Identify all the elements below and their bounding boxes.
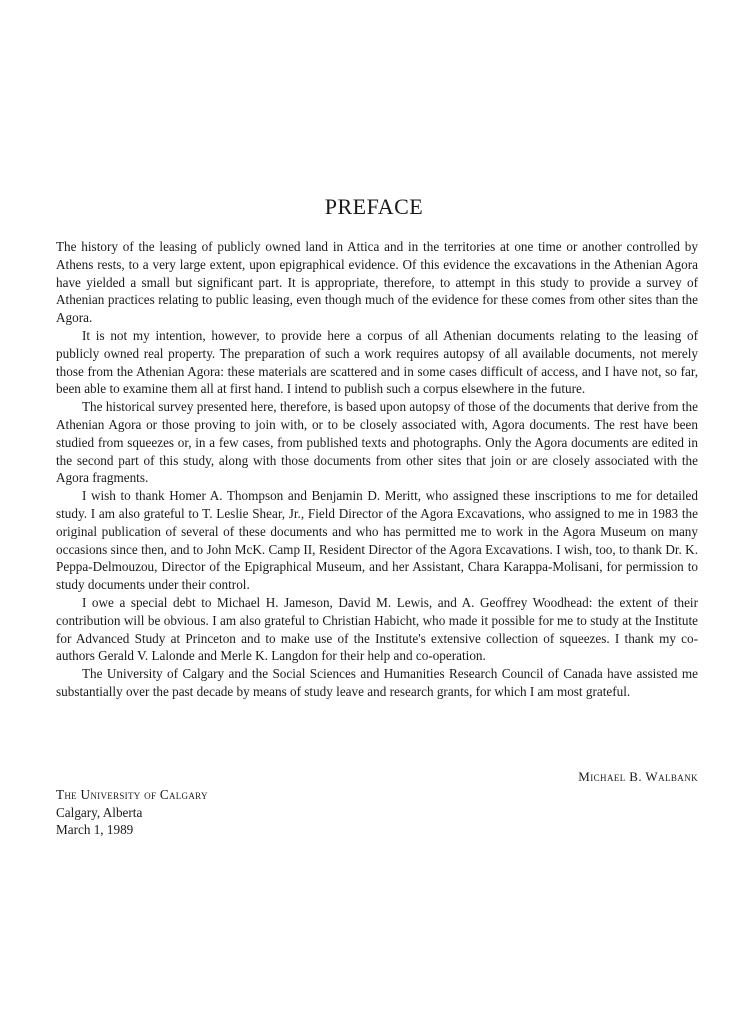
address-city: Calgary, Alberta	[56, 804, 143, 820]
paragraph: The history of the leasing of publicly owned land in Attica and in the territories at one time or another controlled by Athens rests, to a very large extent, upon epigraphical evidence. Of this evidence the excavations in the Athenian Agora have yielded a small but significant part. It is appropriate, therefore, to attempt in this study to provide a survey of Athenian practices relating to public leasing, even though much of the evidence for these comes from other sites than the Agora.	[56, 239, 698, 326]
paragraph: The University of Calgary and the Social Sciences and Humanities Research Council of Canada have assisted me substantially over the past decade by means of study leave and research grants, for which I am most grateful.	[56, 666, 698, 699]
author-signature: Michael B. Walbank	[578, 769, 698, 784]
address-date: March 1, 1989	[56, 822, 134, 837]
preface-body	[56, 238, 698, 701]
paragraph: It is not my intention, however, to provide here a corpus of all Athenian documents relating to the leasing of publicly owned real property. The preparation of such a work requires autopsy of all available documents, not merely those from the Athenian Agora: these materials are scattered and in some cases difficult of access, and I have not, so far, been able to examine them all at first hand. I intend to publish such a corpus elsewhere in the future.	[56, 327, 698, 397]
paragraph: The historical survey presented here, therefore, is based upon autopsy of those of the documents that derive from the Athenian Agora or those proving to join with, or to be closely associated with, Agora documents. The rest have been studied from squeezes or, in a few cases, from published texts and photographs. Only the Agora documents are edited in the second part of this study, along with those documents from other sites that join or are closely associated with the Agora fragments.	[56, 399, 698, 486]
author-address	[56, 786, 208, 839]
paragraph: I wish to thank Homer A. Thompson and Benjamin D. Meritt, who assigned these inscriptions to me for detailed study. I am also grateful to T. Leslie Shear, Jr., Field Director of the Agora Excavations, who assigned to me in 1983 the original publication of several of these documents and who has permitted me to work in the Agora Museum on many occasions since then, and to John McK. Camp II, Resident Director of the Agora Excavations. I wish, too, to thank Dr. K. Peppa-Delmouzou, Director of the Epigraphical Museum, and her Assistant, Chara Karappa-Molisani, for permission to study documents under their control.	[56, 488, 698, 593]
page-title: PREFACE	[324, 194, 424, 219]
paragraph: I owe a special debt to Michael H. Jameson, David M. Lewis, and A. Geoffrey Woodhead: the extent of their contribution will be obvious. I am also grateful to Christian Habicht, who made it possible for me to study at the Institute for Advanced Study at Princeton and to make use of the Institute's extensive collection of squeezes. I thank my co-authors Gerald V. Lalonde and Merle K. Langdon for their help and co-operation.	[56, 594, 698, 664]
address-institution: The University of Calgary	[56, 787, 208, 802]
